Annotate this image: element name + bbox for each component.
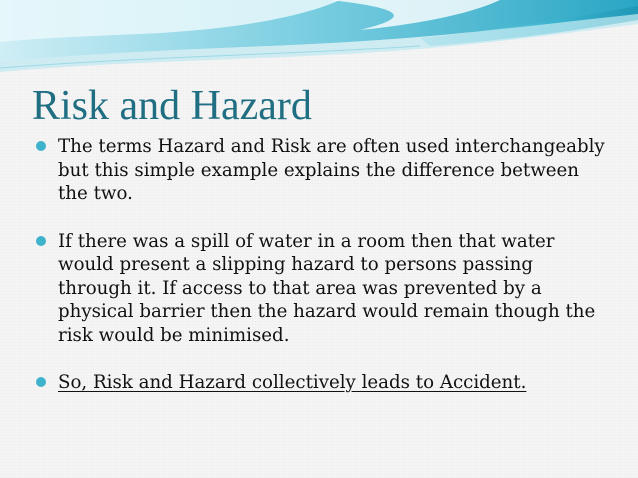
- bullet-icon: [36, 377, 46, 387]
- bullet-text: The terms Hazard and Risk are often used interchangeably but this simple example explains the difference between the two.: [58, 136, 605, 204]
- bullet-list: [36, 135, 606, 395]
- bullet-text: If there was a spill of water in a room then that water would present a slipping hazard to persons passing through it. If access to that area was prevented by a physical barrier then the hazard would remain though the risk would be minimised.: [58, 230, 596, 346]
- bullet-icon: [36, 141, 46, 151]
- bullet-item: [36, 371, 606, 395]
- bullet-icon: [36, 236, 46, 246]
- header-wave-decoration: [0, 0, 638, 80]
- bullet-item: [36, 230, 606, 348]
- bullet-text-underlined: So, Risk and Hazard collectively leads to Accident.: [58, 372, 527, 393]
- slide-title: Risk and Hazard: [32, 83, 312, 129]
- bullet-item: [36, 135, 606, 206]
